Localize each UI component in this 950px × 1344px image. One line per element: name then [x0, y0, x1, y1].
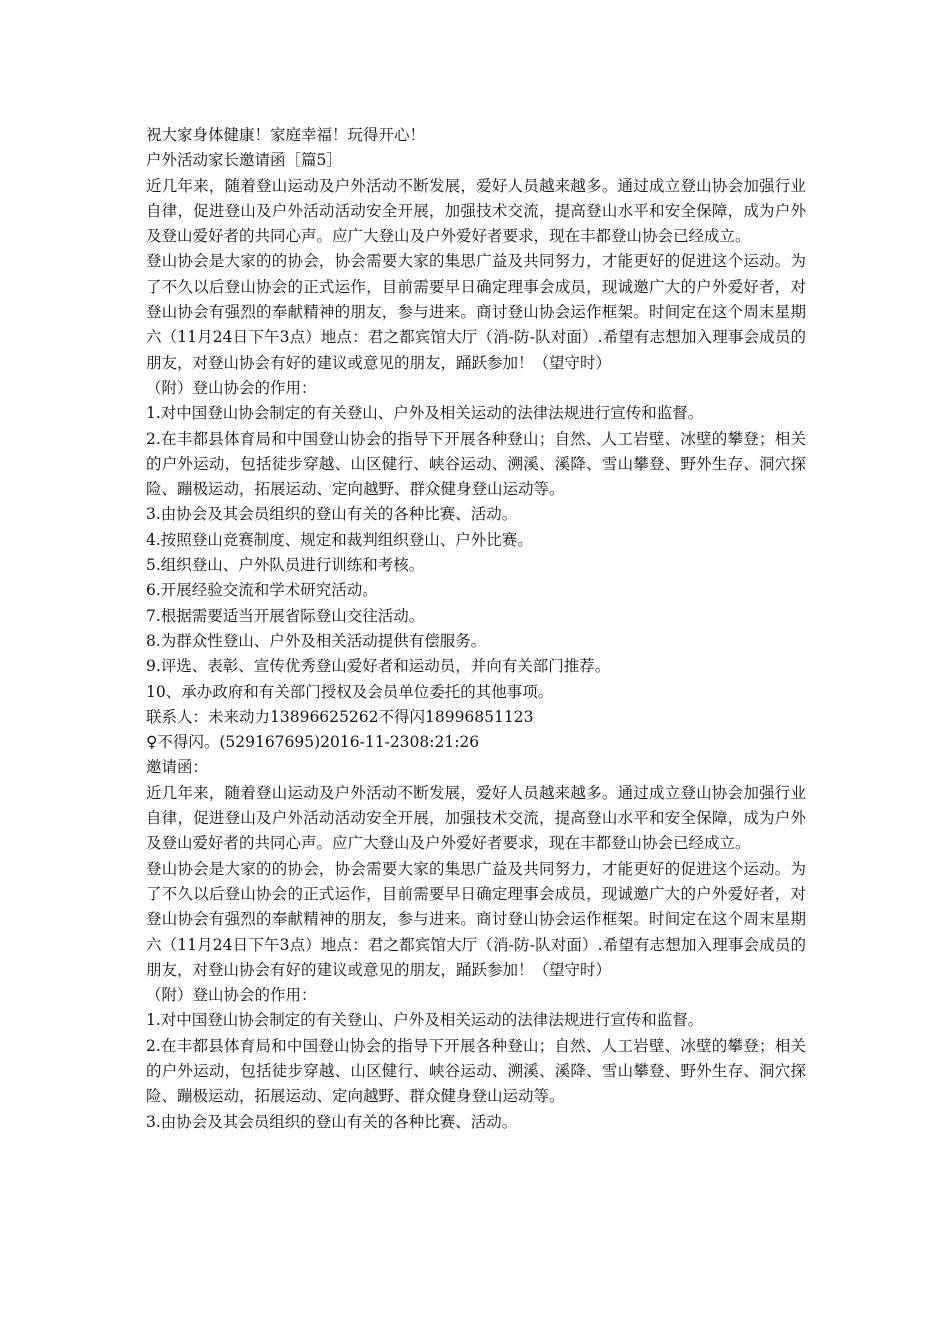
list-item: 6.开展经验交流和学术研究活动。 — [146, 581, 378, 600]
list-item: 9.评选、表彰、宣传优秀登山爱好者和运动员，并向有关部门推荐。 — [146, 657, 611, 676]
list-item: 1.对中国登山协会制定的有关登山、户外及相关运动的法律法规进行宣传和监督。 — [146, 404, 704, 423]
list-item: 3.由协会及其会员组织的登山有关的各种比赛、活动。 — [146, 505, 518, 524]
list-item: 7.根据需要适当开展省际登山交往活动。 — [146, 606, 425, 625]
signature-line: ♀不得闪。(529167695)2016-11-2308:21:26 — [146, 733, 480, 752]
list-item: 2.在丰都县体育局和中国登山协会的指导下开展各种登山；自然、人工岩壁、冰壁的攀登；相关的户外运动，包括徒步穿越、山区健行、峡谷运动、溯溪、溪降、雪山攀登、野外生存、洞穴探险、蹦极运动，拓展运动、定向越野、群众健身登山运动等。 — [146, 429, 806, 499]
section-heading: 户外活动家长邀请函［篇5］ — [146, 151, 342, 170]
intro-paragraph: 近几年来，随着登山运动及户外活动不断发展，爱好人员越来越多。通过成立登山协会加强行业自律，促进登山及户外活动活动安全开展，加强技术交流，提高登山水平和安全保障，成为户外及登山爱好者的共同心声。应广大登山及户外爱好者要求，现在丰都登山协会已经成立。 — [146, 176, 806, 246]
list-item: 8.为群众性登山、户外及相关活动提供有偿服务。 — [146, 631, 487, 650]
invite-paragraph-2: 登山协会是大家的的协会，协会需要大家的集思广益及共同努力，才能更好的促进这个运动。为了不久以后登山协会的正式运作，目前需要早日确定理事会成员，现诚邀广大的户外爱好者，对登山协会有强烈的奉献精神的朋友，参与进来。商讨登山协会运作框架。时间定在这个周末星期六（11月24日下午3点）地点：君之都宾馆大厅（消-防-队对面）.希望有志想加入理事会成员的朋友，对登山协会有好的建议或意见的朋友，踊跃参加！（望守时） — [146, 859, 806, 979]
role-title: （附）登山协会的作用： — [146, 378, 317, 397]
list-item: 5.组织登山、户外队员进行训练和考核。 — [146, 556, 425, 575]
list-item: 10、承办政府和有关部门授权及会员单位委托的其他事项。 — [146, 682, 554, 701]
intro-paragraph-2: 近几年来，随着登山运动及户外活动不断发展，爱好人员越来越多。通过成立登山协会加强行业自律，促进登山及户外活动活动安全开展，加强技术交流，提高登山水平和安全保障，成为户外及登山爱好者的共同心声。应广大登山及户外爱好者要求，现在丰都登山协会已经成立。 — [146, 783, 806, 853]
list-item: 4.按照登山竞赛制度、规定和裁判组织登山、户外比赛。 — [146, 530, 533, 549]
role-title-2: （附）登山协会的作用： — [146, 986, 317, 1005]
invitation-title: 邀请函： — [146, 758, 209, 777]
document-page — [146, 123, 806, 1135]
list-item: 3.由协会及其会员组织的登山有关的各种比赛、活动。 — [146, 1112, 518, 1131]
invite-paragraph: 登山协会是大家的的协会，协会需要大家的集思广益及共同努力，才能更好的促进这个运动。为了不久以后登山协会的正式运作，目前需要早日确定理事会成员，现诚邀广大的户外爱好者，对登山协会有强烈的奉献精神的朋友，参与进来。商讨登山协会运作框架。时间定在这个周末星期六（11月24日下午3点）地点：君之都宾馆大厅（消-防-队对面）.希望有志想加入理事会成员的朋友，对登山协会有好的建议或意见的朋友，踊跃参加！（望守时） — [146, 252, 806, 372]
contact-line: 联系人：未来动力13896625262不得闪18996851123 — [146, 707, 534, 726]
greeting-line: 祝大家身体健康！家庭幸福！玩得开心！ — [146, 126, 426, 144]
list-item: 2.在丰都县体育局和中国登山协会的指导下开展各种登山；自然、人工岩壁、冰壁的攀登；相关的户外运动，包括徒步穿越、山区健行、峡谷运动、溯溪、溪降、雪山攀登、野外生存、洞穴探险、蹦极运动，拓展运动、定向越野、群众健身登山运动等。 — [146, 1036, 806, 1106]
list-item: 1.对中国登山协会制定的有关登山、户外及相关运动的法律法规进行宣传和监督。 — [146, 1011, 704, 1030]
